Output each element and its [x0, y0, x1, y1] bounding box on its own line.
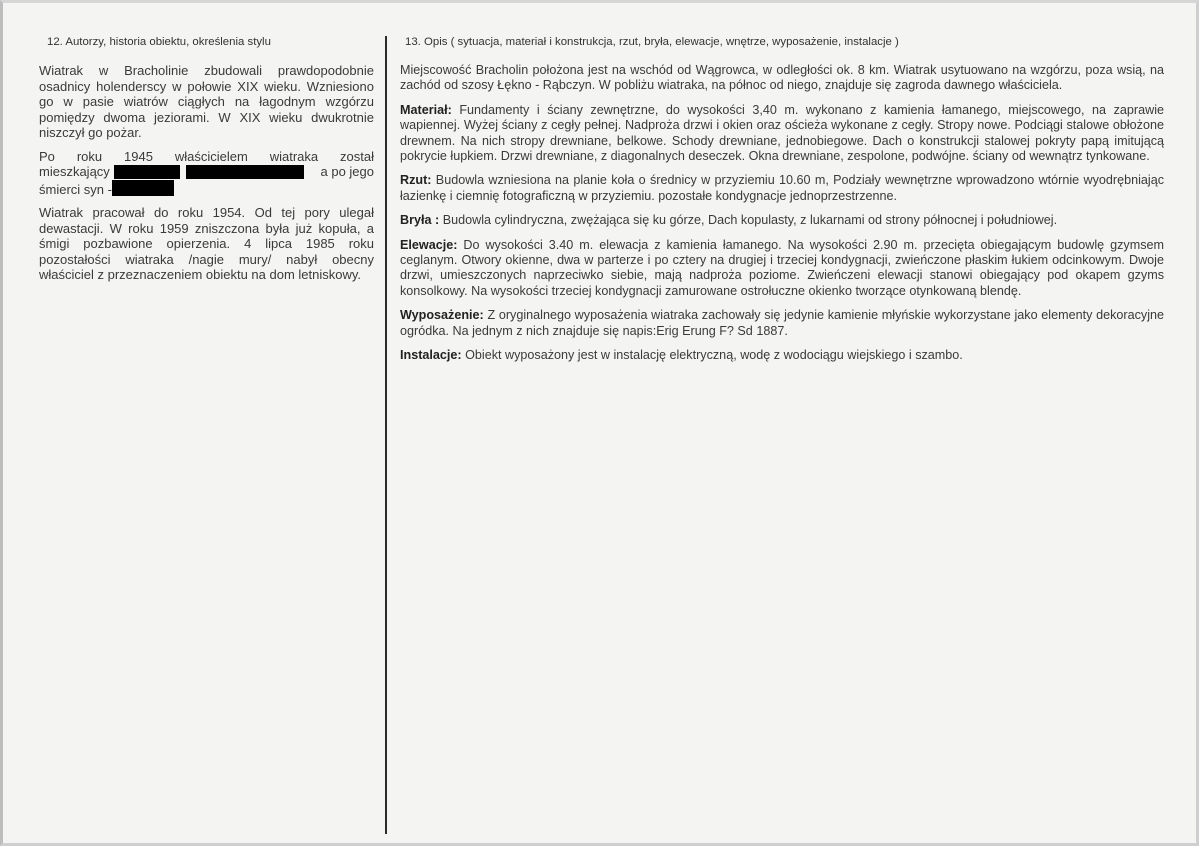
history-paragraph-1: Wiatrak w Bracholinie zbudowali prawdopodobnie osadnicy holenderscy w połowie XIX wieku. Wzniesiono go w pasie wiatrów ciągłych na łagodnym wzgórzu pomiędzy dwoma jeziorami. W XIX wieku dwukrotnie niszczył go pożar.	[39, 63, 374, 140]
elewacje-text: Do wysokości 3.40 m. elewacja z kamienia łamanego. Na wysokości 2.90 m. przecięta obiegającym budowlę gzymsem ceglanym. Otwory okienne, dwa w parterze i po cztery na drugiej i trzeciej kondygnacji, zwieńczone płaskim łukiem odcinkowym. Dwoje drzwi, umieszczonych naprzeciwko siebie, mają nadproża poziome. Zwieńczeni elewacji stanowi obiegający pod okapem gzyms konsolkowy. Na wysokości trzeciej kondygnacji zamurowane ostrołuczne okienko tworzące otynkowaną blendę.	[400, 237, 1164, 298]
wyposazenie-paragraph	[400, 308, 1164, 339]
material-text: Fundamenty i ściany zewnętrzne, do wysokości 3,40 m. wykonano z kamienia łamanego, miejscowego, na zaprawie wapiennej. Wyżej ściany z cegły pełnej. Nadproża drzwi i okien oraz ościeża wykonane z cegły. Stropy nowe. Podciągi stalowe obłożone drewnem. Na nich stropy drewniane, belkowe. Schody drewniane, jednobiegowe. Dach o konstrukcji stalowej pokryty papą imitującą pokrycie łupkiem. Drzwi drewniane, z diagonalnych deseczek. Okna drewniane, zespolone, podwójne. ściany od wewnątrz tynkowane.	[400, 102, 1164, 164]
bryla-paragraph	[400, 213, 1164, 228]
section-13-heading: 13. Opis ( sytuacja, materiał i konstrukcja, rzut, bryła, elewacje, wnętrze, wyposażenie, instalacje )	[405, 36, 899, 48]
bryla-label: Bryła :	[400, 213, 440, 228]
owner-line-3	[39, 180, 374, 198]
owner-line-1: Po roku 1945 właścicielem wiatraka został	[39, 148, 374, 164]
elewacje-label: Elewacje:	[400, 237, 458, 252]
wyposazenie-label: Wyposażenie:	[400, 308, 484, 323]
intro-paragraph: Miejscowość Bracholin położona jest na wschód od Wągrowca, w odległości ok. 8 km. Wiatrak usytuowano na wzgórzu, poza wsią, na zachód od szosy Łękno - Rąbczyn. W pobliżu wiatraka, na północ od niego, znajduje się zagroda dawnego właściciela.	[400, 63, 1164, 93]
wyposazenie-text: Z oryginalnego wyposażenia wiatraka zachowały się jedynie kamienie młyńskie wykorzystane jako elementy dekoracyjne ogródka. Na jednym z nich znajduje się napis:Erig Erung F? Sd 1887.	[400, 308, 1164, 338]
elewacje-paragraph	[400, 238, 1164, 300]
redaction-block	[186, 165, 304, 179]
owner-line-3-text: śmierci syn -	[39, 181, 112, 197]
owner-line-2-end: a po jego	[320, 164, 374, 179]
owner-line-2	[39, 164, 374, 180]
right-column	[400, 36, 1164, 373]
material-paragraph	[400, 103, 1164, 165]
rzut-text: Budowla wzniesiona na planie koła o średnicy w przyziemiu 10.60 m, Podziały wewnętrzne wprowadzono wtórnie wyodrębniając łazienkę i ciemnię fotograficzną w przyziemiu. pozostałe kondygnacje jednoprzestrzenne.	[400, 173, 1164, 203]
instalacje-text: Obiekt wyposażony jest w instalację elektryczną, wodę z wodociągu wiejskiego i szambo.	[461, 348, 963, 363]
left-column	[39, 36, 374, 291]
history-paragraph-3: Wiatrak pracował do roku 1954. Od tej pory ulegał dewastacji. W roku 1959 zniszczona była już kopuła, a śmigi pozbawione opierzenia. 4 lipca 1985 roku pozostałości wiatraka /nagie mury/ nabył obecny właściciel z przeznaczeniem obiektu na dom letniskowy.	[39, 205, 374, 282]
instalacje-label: Instalacje:	[400, 348, 462, 363]
instalacje-paragraph	[400, 348, 1164, 363]
section-12-heading: 12. Autorzy, historia obiektu, określenia stylu	[47, 36, 271, 48]
redaction-block	[114, 165, 180, 179]
history-paragraph-2	[39, 149, 374, 198]
redaction-block	[112, 180, 174, 196]
material-label: Materiał:	[400, 102, 452, 117]
bryla-text: Budowla cylindryczna, zwężająca się ku górze, Dach kopulasty, z lukarnami od strony północnej i południowej.	[439, 213, 1058, 228]
owner-line-2-start: mieszkający	[39, 164, 110, 179]
rzut-label: Rzut:	[400, 173, 432, 188]
column-divider	[385, 36, 387, 834]
rzut-paragraph	[400, 173, 1164, 204]
